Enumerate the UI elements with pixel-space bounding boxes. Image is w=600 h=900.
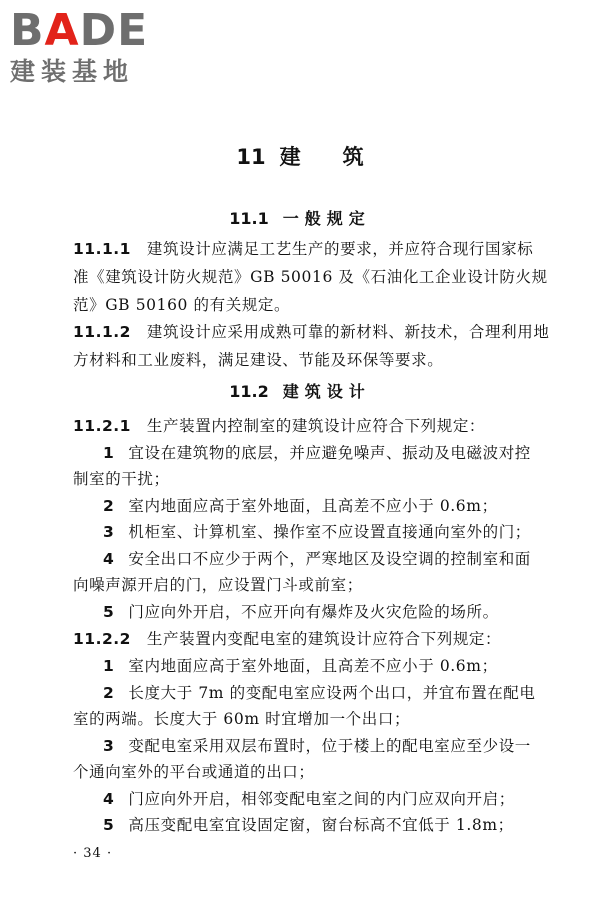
section-number: 11.1 — [229, 209, 269, 228]
item-number: 2 — [103, 684, 115, 702]
item-text: 长度大于 7m 的变配电室应设两个出口，并宜布置在配电 — [128, 684, 536, 702]
item-number: 1 — [103, 657, 115, 675]
paragraph-line: 室的两端。长度大于 60m 时宜增加一个出口； — [73, 710, 411, 728]
item-number: 3 — [103, 523, 115, 541]
clause-text: 生产装置内变配电室的建筑设计应符合下列规定： — [146, 630, 502, 648]
item-text: 室内地面应高于室外地面，且高差不应小于 0.6m； — [128, 497, 498, 515]
section-number: 11.2 — [229, 382, 269, 401]
chapter-title-char-2: 筑 — [342, 145, 364, 169]
clause-number: 11.1.2 — [73, 323, 131, 341]
clause-11-2-1 — [73, 414, 533, 438]
list-item — [103, 494, 563, 518]
item-number: 4 — [103, 790, 115, 808]
item-text: 宜设在建筑物的底层，并应避免噪声、振动及电磁波对控 — [128, 444, 531, 462]
page-number: · 34 · — [73, 846, 113, 861]
chapter-title — [0, 143, 600, 171]
paragraph-line: 准《建筑设计防火规范》GB 50016 及《石油化工企业设计防火规 — [73, 268, 548, 286]
item-number: 1 — [103, 444, 115, 462]
paragraph-line: 制室的干扰； — [73, 470, 170, 488]
list-item — [103, 654, 563, 678]
section-heading: 建筑设计 — [282, 382, 371, 401]
section-title-11-1 — [0, 207, 600, 231]
paragraph-line: 向噪声源开启的门，应设置门斗或前室； — [73, 576, 363, 594]
clause-number: 11.2.1 — [73, 417, 131, 435]
item-text: 机柜室、计算机室、操作室不应设置直接通向室外的门； — [128, 523, 531, 541]
chapter-title-char-1: 建 — [279, 145, 301, 169]
item-number: 2 — [103, 497, 115, 515]
clause-number: 11.2.2 — [73, 630, 131, 648]
item-number: 5 — [103, 603, 115, 621]
item-number: 4 — [103, 550, 115, 568]
paragraph-line: 范》GB 50160 的有关规定。 — [73, 296, 291, 314]
list-item — [103, 441, 563, 465]
item-text: 安全出口不应少于两个，严寒地区及设空调的控制室和面 — [128, 550, 531, 568]
section-title-11-2 — [0, 380, 600, 404]
item-text: 高压变配电室宜设固定窗，窗台标高不宜低于 1.8m； — [128, 816, 514, 834]
paragraph-line: 个通向室外的平台或通道的出口； — [73, 763, 315, 781]
clause-text: 生产装置内控制室的建筑设计应符合下列规定： — [146, 417, 486, 435]
logo-accent-letter: A — [44, 5, 80, 56]
list-item — [103, 813, 563, 837]
clause-text: 建筑设计应满足工艺生产的要求，并应符合现行国家标 — [146, 240, 534, 258]
paragraph-line: 方材料和工业废料，满足建设、节能及环保等要求。 — [73, 351, 444, 369]
logo-wordmark: BADE — [10, 5, 149, 56]
list-item — [103, 787, 563, 811]
item-text: 门应向外开启，不应开向有爆炸及火灾危险的场所。 — [128, 603, 499, 621]
list-item — [103, 520, 563, 544]
item-number: 5 — [103, 816, 115, 834]
clause-11-2-2 — [73, 627, 533, 651]
item-text: 室内地面应高于室外地面，且高差不应小于 0.6m； — [128, 657, 498, 675]
list-item — [103, 681, 563, 705]
item-text: 门应向外开启，相邻变配电室之间的内门应双向开启； — [128, 790, 515, 808]
logo-subtitle: 建装基地 — [10, 57, 135, 86]
item-text: 变配电室采用双层布置时，位于楼上的配电室应至少设一 — [128, 737, 531, 755]
list-item — [103, 600, 563, 624]
bade-logo — [10, 5, 175, 88]
item-number: 3 — [103, 737, 115, 755]
list-item — [103, 734, 563, 758]
clause-text: 建筑设计应采用成熟可靠的新材料、新技术，合理利用地 — [146, 323, 550, 341]
clause-number: 11.1.1 — [73, 240, 131, 258]
clause-11-1-1 — [73, 237, 533, 261]
section-heading: 一般规定 — [282, 209, 371, 228]
clause-11-1-2 — [73, 320, 550, 344]
list-item — [103, 547, 563, 571]
chapter-number: 11 — [236, 145, 266, 169]
